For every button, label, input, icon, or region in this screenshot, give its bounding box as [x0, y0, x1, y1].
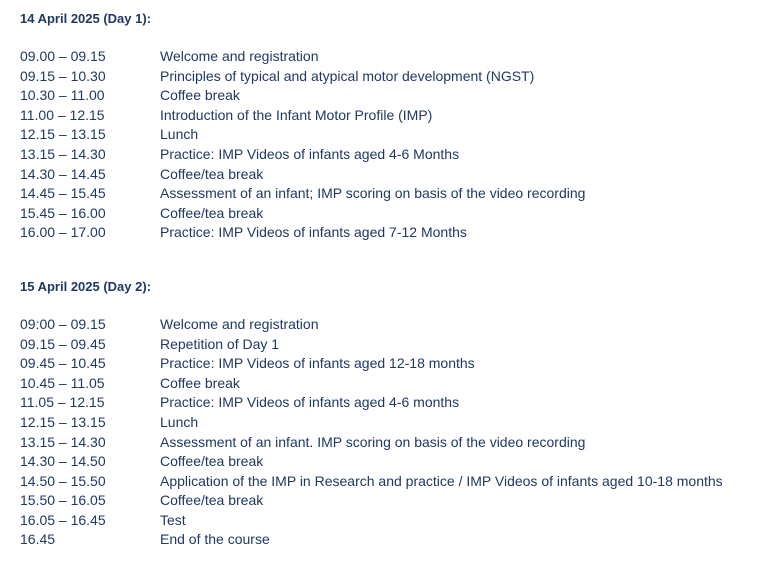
schedule-row: [20, 511, 770, 531]
time-slot: 11.05 – 12.15: [20, 394, 105, 411]
time-slot: 14.50 – 15.50: [20, 472, 106, 489]
activity: Coffee/tea break: [160, 165, 264, 182]
time-slot: 15.50 – 16.05: [20, 492, 106, 509]
schedule-row: [20, 184, 770, 204]
activity: Test: [160, 511, 186, 528]
course-schedule: [20, 6, 770, 550]
spacer: [20, 28, 770, 47]
day-1-schedule: [20, 9, 770, 243]
time-slot: 13.15 – 14.30: [20, 433, 106, 450]
activity: Practice: IMP Videos of infants aged 12-18 months: [160, 355, 475, 372]
schedule-row: [20, 354, 770, 374]
time-slot: 09.00 – 09.15: [20, 48, 106, 64]
time-slot: 09.15 – 09.45: [20, 335, 106, 352]
schedule-row: [20, 393, 770, 413]
activity: Practice: IMP Videos of infants aged 4-6 months: [160, 394, 460, 411]
time-slot: 10.45 – 11.05: [20, 374, 105, 391]
time-slot: 14.30 – 14.50: [20, 453, 106, 470]
time-slot: 12.15 – 13.15: [20, 126, 106, 143]
activity: Lunch: [160, 126, 199, 143]
time-slot: 14.45 – 15.45: [20, 185, 106, 202]
time-slot: 09.45 – 10.45: [20, 355, 106, 372]
spacer: [20, 296, 770, 315]
schedule-row: [20, 472, 770, 492]
activity: Repetition of Day 1: [160, 335, 280, 352]
schedule-row: [20, 491, 770, 511]
time-slot: 09.15 – 10.30: [20, 67, 106, 84]
day-2-schedule: [20, 277, 770, 550]
activity: Welcome and registration: [160, 48, 319, 64]
schedule-row: [20, 335, 770, 355]
time-slot: 09:00 – 09.15: [20, 315, 106, 332]
time-slot: 12.15 – 13.15: [20, 413, 106, 430]
activity: Coffee/tea break: [160, 453, 264, 470]
activity: Practice: IMP Videos of infants aged 4-6 Months: [160, 145, 460, 162]
activity: Coffee/tea break: [160, 204, 264, 221]
day-1-rows: [20, 47, 770, 243]
schedule-row: [20, 433, 770, 453]
time-slot: 10.30 – 11.00: [20, 87, 105, 104]
time-slot: 11.00 – 12.15: [20, 106, 105, 123]
activity: Principles of typical and atypical motor development (NGST): [160, 67, 535, 84]
schedule-row: [20, 223, 770, 243]
activity: Coffee break: [160, 87, 240, 104]
schedule-row: [20, 452, 770, 472]
time-slot: 16.00 – 17.00: [20, 224, 106, 241]
time-slot: 13.15 – 14.30: [20, 145, 106, 162]
time-slot: 16.05 – 16.45: [20, 511, 106, 528]
schedule-row: [20, 125, 770, 145]
activity: Assessment of an infant. IMP scoring on basis of the video recording: [160, 433, 586, 450]
activity: Coffee/tea break: [160, 492, 264, 509]
schedule-row: [20, 145, 770, 165]
schedule-row: [20, 165, 770, 185]
schedule-row: [20, 374, 770, 394]
activity: Practice: IMP Videos of infants aged 7-12 Months: [160, 224, 467, 241]
activity: Application of the IMP in Research and practice / IMP Videos of infants aged 10-18 months: [160, 472, 723, 489]
schedule-row: [20, 86, 770, 106]
day-2-rows: [20, 315, 770, 550]
activity: Assessment of an infant; IMP scoring on basis of the video recording: [160, 185, 586, 202]
activity: End of the course: [160, 531, 270, 548]
day-1-heading: 14 April 2025 (Day 1):: [20, 11, 152, 26]
day-2-heading: 15 April 2025 (Day 2):: [20, 278, 152, 294]
activity: Coffee break: [160, 374, 240, 391]
schedule-row: [20, 204, 770, 224]
time-slot: 15.45 – 16.00: [20, 204, 106, 221]
schedule-row: [20, 530, 770, 550]
time-slot: 16.45: [20, 531, 56, 548]
activity: Welcome and registration: [160, 315, 319, 332]
time-slot: 14.30 – 14.45: [20, 165, 106, 182]
activity: Lunch: [160, 413, 199, 430]
schedule-row: [20, 413, 770, 433]
schedule-row: [20, 67, 770, 87]
activity: Introduction of the Infant Motor Profile (IMP): [160, 106, 433, 123]
schedule-row: [20, 106, 770, 126]
schedule-row: [20, 315, 770, 335]
schedule-row: [20, 47, 770, 67]
